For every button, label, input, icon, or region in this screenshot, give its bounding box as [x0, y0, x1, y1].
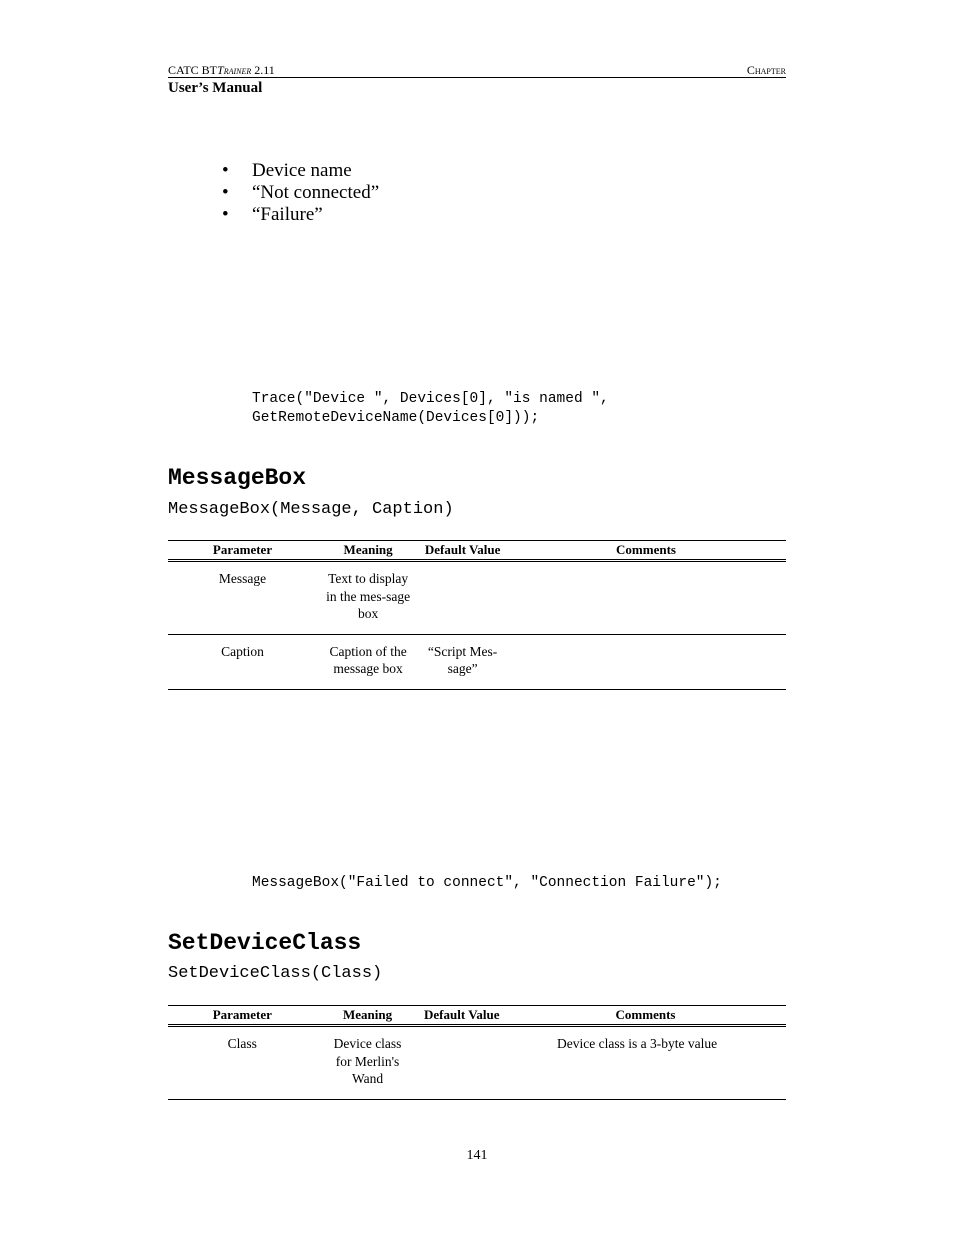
cell-comments [506, 634, 786, 689]
list-item: • “Not connected” [222, 182, 380, 203]
cell-meaning: Device class for Merlin's Wand [317, 1026, 419, 1100]
column-header-default-value: Default Value [419, 541, 506, 561]
product-name-smallcaps: Trainer [217, 63, 252, 77]
header-rule [168, 77, 786, 78]
cell-default-value [418, 1026, 505, 1100]
bullet-icon: • [222, 160, 229, 181]
bullet-icon: • [222, 182, 229, 203]
parameter-table-setdeviceclass [168, 1005, 786, 1100]
column-header-parameter: Parameter [168, 1006, 317, 1026]
code-example-messagebox: MessageBox("Failed to connect", "Connection Failure"); [252, 875, 722, 891]
running-header-product: CATC BTTrainer 2.11 [168, 63, 275, 77]
cell-comments [506, 561, 786, 635]
section-title-messagebox: MessageBox [168, 465, 307, 491]
code-example-trace: Trace("Device ", Devices[0], "is named ", GetRemoteDeviceName(Devices[0])); [252, 391, 609, 426]
cell-meaning: Text to display in the mes-sage box [317, 561, 419, 635]
page-number: 141 [466, 1148, 488, 1163]
running-header-manual: User’s Manual [168, 80, 263, 96]
cell-comments: Device class is a 3-byte value [505, 1026, 786, 1100]
column-header-comments: Comments [506, 541, 786, 561]
column-header-comments: Comments [505, 1006, 786, 1026]
column-header-parameter: Parameter [168, 541, 317, 561]
section-title-setdeviceclass: SetDeviceClass [168, 930, 362, 956]
column-header-meaning: Meaning [317, 1006, 419, 1026]
table-row [168, 1026, 786, 1100]
cell-parameter: Message [168, 561, 317, 635]
bullet-icon: • [222, 204, 229, 225]
cell-meaning: Caption of the message box [317, 634, 419, 689]
running-header-chapter: Chapter [746, 63, 786, 77]
table-row [168, 634, 786, 689]
signature-setdeviceclass: SetDeviceClass(Class) [168, 964, 383, 983]
column-header-meaning: Meaning [317, 541, 419, 561]
cell-parameter: Class [168, 1026, 317, 1100]
cell-default-value: “Script Mes-sage” [419, 634, 506, 689]
column-header-default-value: Default Value [418, 1006, 505, 1026]
cell-default-value [419, 561, 506, 635]
list-item: • Device name [222, 160, 352, 181]
table-row [168, 561, 786, 635]
return-values-list [222, 160, 379, 226]
cell-parameter: Caption [168, 634, 317, 689]
list-item: • “Failure” [222, 204, 323, 225]
signature-messagebox: MessageBox(Message, Caption) [168, 500, 454, 519]
parameter-table-messagebox [168, 540, 786, 690]
